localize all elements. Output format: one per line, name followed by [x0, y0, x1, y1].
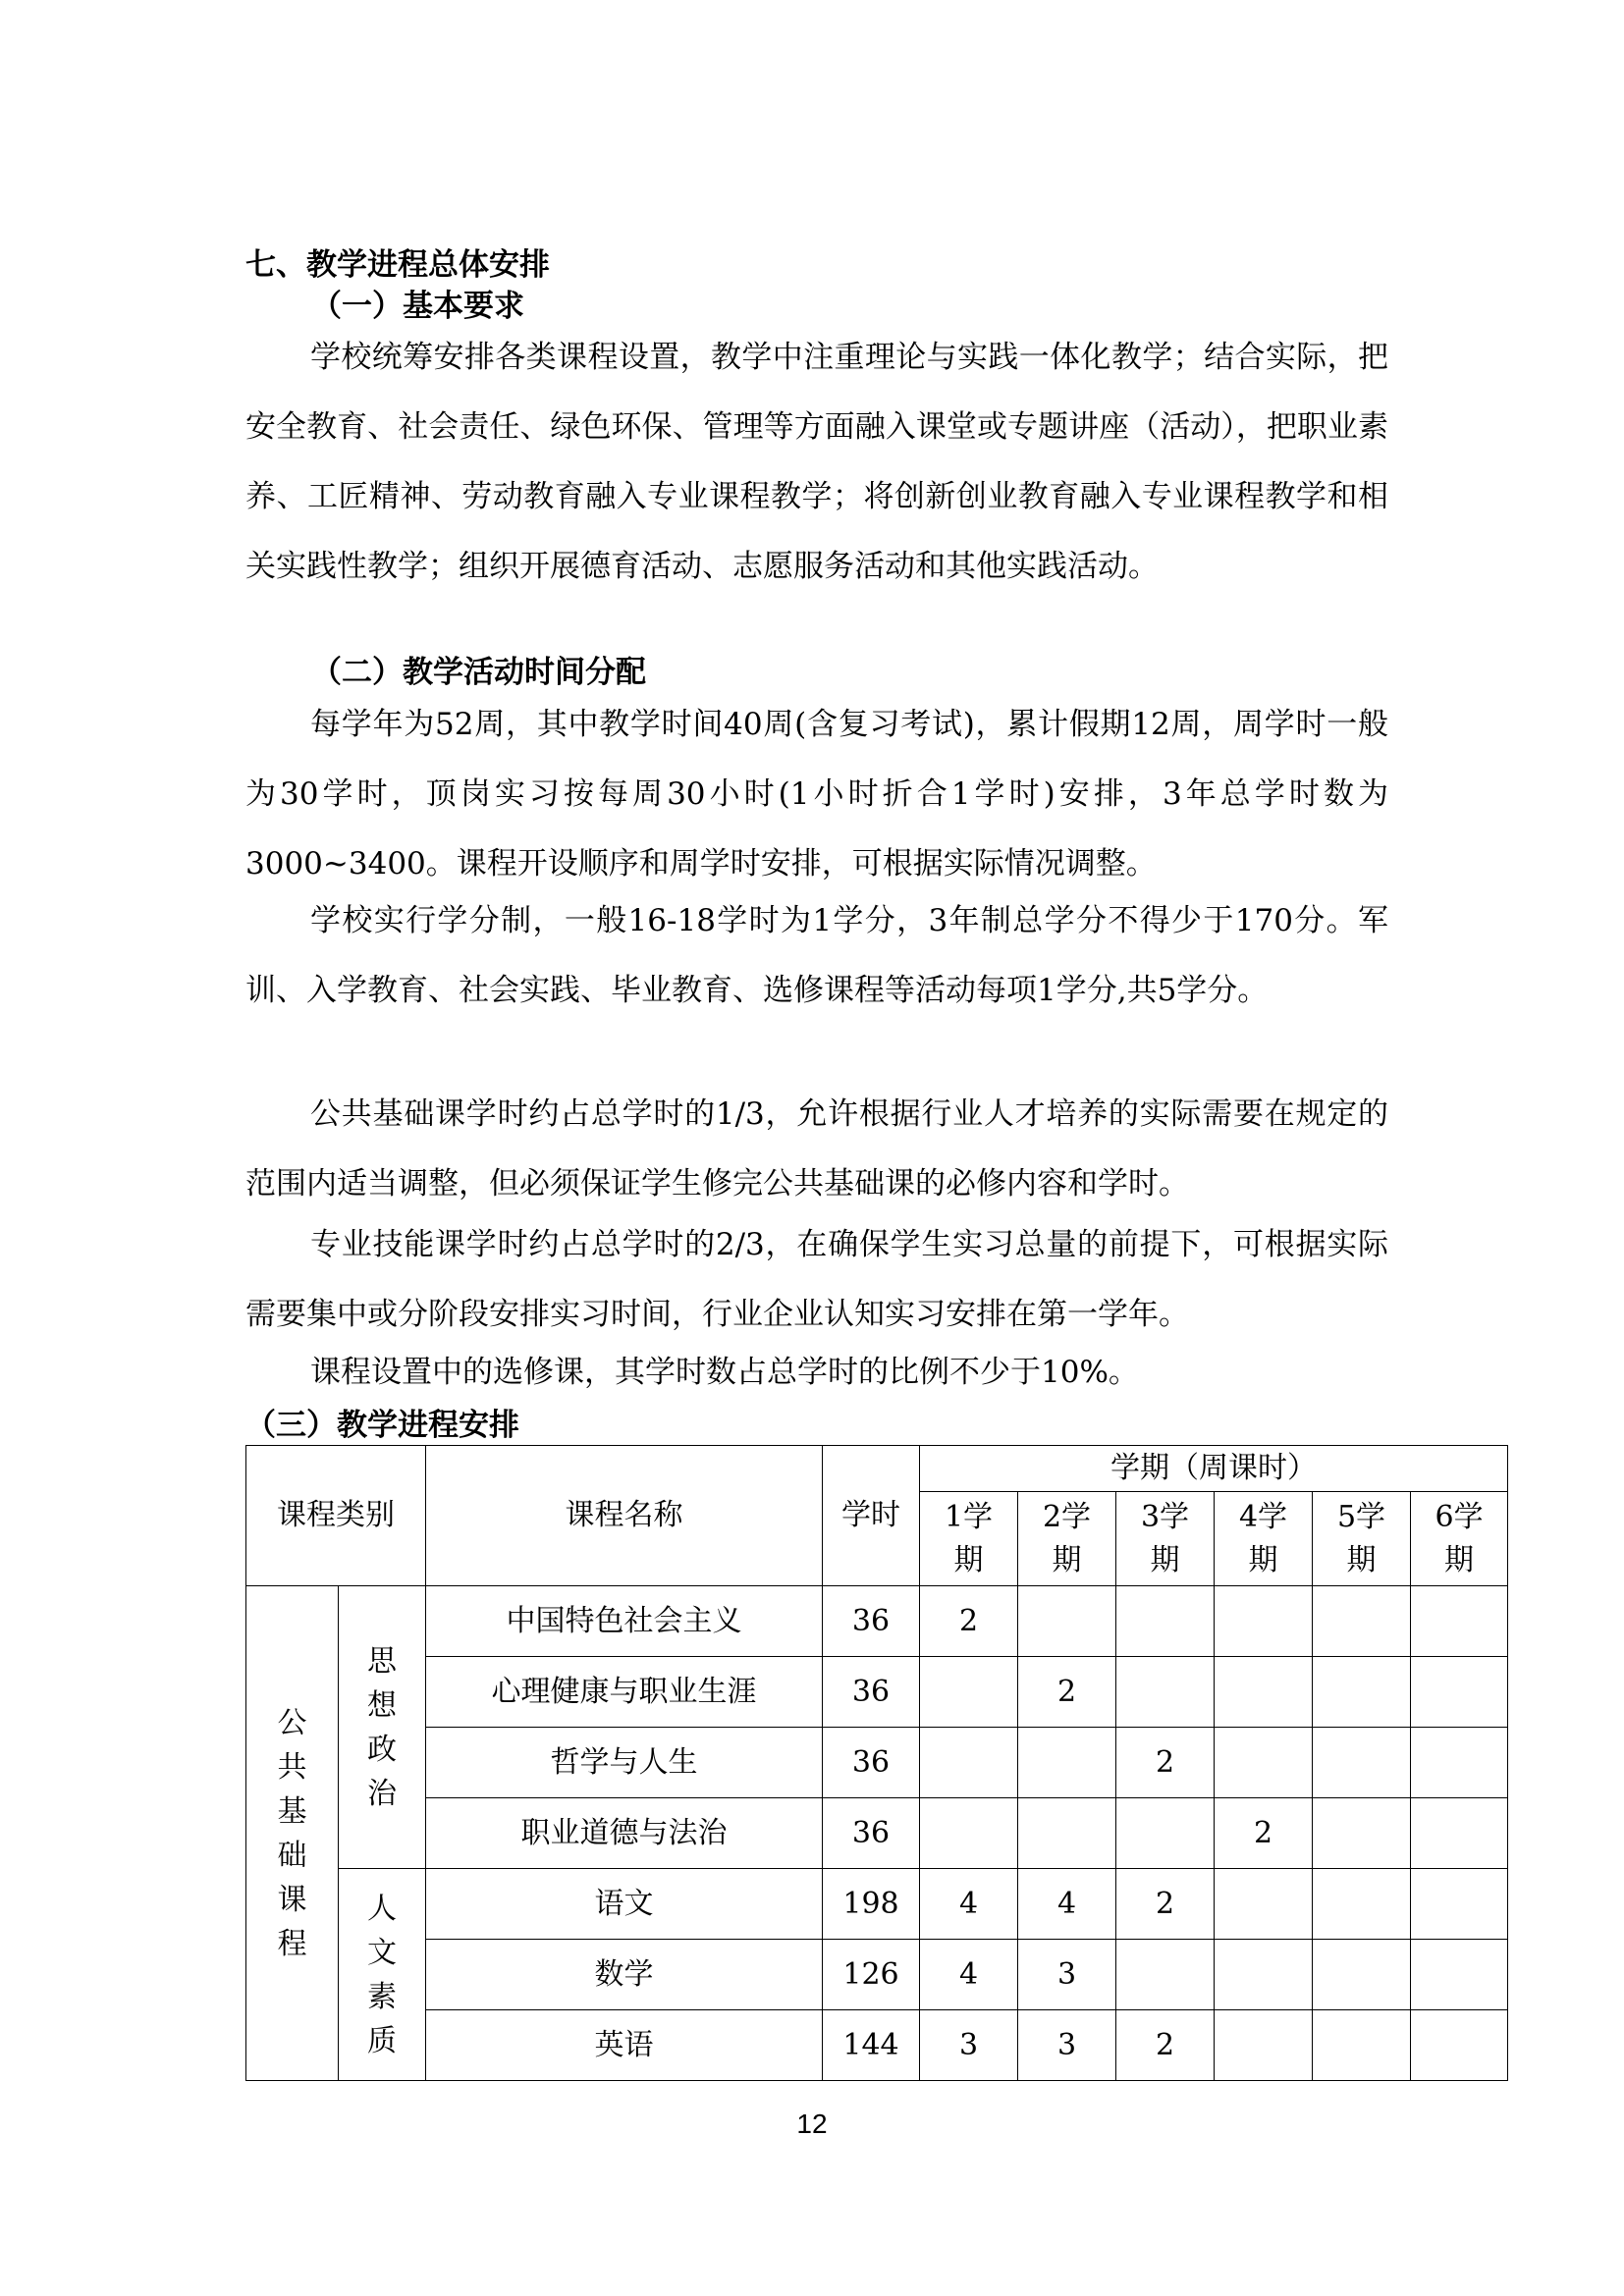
term-hours: 2: [920, 1586, 1018, 1657]
group-cell: 人文素质: [339, 1869, 426, 2081]
term-hours: [1116, 1940, 1215, 2010]
table-row: [246, 1940, 1508, 2010]
term-hours: [1313, 1798, 1411, 1869]
course-name: 数学: [426, 1940, 823, 2010]
term-hours: 4: [920, 1940, 1018, 2010]
term-hours: 2: [1215, 1798, 1313, 1869]
subsection-title-3: （三）教学进程安排: [245, 1408, 519, 1443]
term-hours: [1215, 1728, 1313, 1798]
table-row: [246, 1869, 1508, 1940]
term-hours: [1313, 1657, 1411, 1728]
paragraph: 专业技能课学时约占总学时的2/3，在确保学生实习总量的前提下，可根据实际需要集中或分阶段安排实习时间，行业企业认知实习安排在第一学年。: [245, 1227, 1388, 1332]
term-hours: 2: [1116, 1869, 1215, 1940]
subsection-title-2: （二）教学活动时间分配: [311, 655, 646, 690]
term-hours: [1313, 1869, 1411, 1940]
header-term: 6学期: [1411, 1492, 1508, 1586]
term-hours: [1215, 2010, 1313, 2081]
paragraph: 课程设置中的选修课，其学时数占总学时的比例不少于10%。: [310, 1355, 1139, 1390]
term-hours: [1411, 1869, 1508, 1940]
term-hours: [920, 1728, 1018, 1798]
header-category: 课程类别: [246, 1446, 426, 1586]
course-hours: 144: [823, 2010, 920, 2081]
header-course-name: 课程名称: [426, 1446, 823, 1586]
term-hours: [1116, 1798, 1215, 1869]
term-hours: [1313, 1940, 1411, 2010]
term-hours: [1411, 1940, 1508, 2010]
term-hours: [920, 1798, 1018, 1869]
subsection-title-1: （一）基本要求: [311, 289, 524, 324]
term-hours: [1411, 2010, 1508, 2081]
table-row: [246, 1586, 1508, 1657]
header-term: 5学期: [1313, 1492, 1411, 1586]
header-term: 2学期: [1018, 1492, 1116, 1586]
term-hours: [1313, 1728, 1411, 1798]
term-hours: [1313, 1586, 1411, 1657]
course-hours: 198: [823, 1869, 920, 1940]
page-number: 12: [796, 2109, 828, 2139]
course-hours: 36: [823, 1728, 920, 1798]
section-title: 七、教学进程总体安排: [245, 247, 550, 283]
term-hours: 3: [1018, 1940, 1116, 2010]
header-hours: 学时: [823, 1446, 920, 1586]
term-hours: [920, 1657, 1018, 1728]
term-hours: [1411, 1798, 1508, 1869]
term-hours: 2: [1116, 1728, 1215, 1798]
term-hours: [1411, 1728, 1508, 1798]
term-hours: [1313, 2010, 1411, 2081]
term-hours: [1116, 1586, 1215, 1657]
course-name: 语文: [426, 1869, 823, 1940]
term-hours: [1018, 1798, 1116, 1869]
course-hours: 36: [823, 1657, 920, 1728]
term-hours: 3: [1018, 2010, 1116, 2081]
term-hours: 4: [1018, 1869, 1116, 1940]
term-hours: 2: [1018, 1657, 1116, 1728]
term-hours: [1215, 1586, 1313, 1657]
term-hours: [1215, 1869, 1313, 1940]
term-hours: [1018, 1586, 1116, 1657]
paragraph: 每学年为52周，其中教学时间40周(含复习考试)，累计假期12周，周学时一般为30学时，顶岗实习按每周30小时(1小时折合1学时)安排，3年总学时数为3000~3400。课程开设顺序和周学时安排，可根据实际情况调整。: [245, 707, 1388, 881]
term-hours: [1411, 1657, 1508, 1728]
header-term: 1学期: [920, 1492, 1018, 1586]
paragraph: 公共基础课学时约占总学时的1/3，允许根据行业人才培养的实际需要在规定的范围内适当调整，但必须保证学生修完公共基础课的必修内容和学时。: [245, 1096, 1388, 1201]
course-hours: 36: [823, 1586, 920, 1657]
teaching-schedule-table: [245, 1445, 1508, 2081]
table-row: [246, 1728, 1508, 1798]
term-hours: [1215, 1657, 1313, 1728]
term-hours: [1411, 1586, 1508, 1657]
paragraph: 学校统筹安排各类课程设置，教学中注重理论与实践一体化教学；结合实际，把安全教育、社会责任、绿色环保、管理等方面融入课堂或专题讲座（活动），把职业素养、工匠精神、劳动教育融入专业课程教学；将创新创业教育融入专业课程教学和相关实践性教学；组织开展德育活动、志愿服务活动和其他实践活动。: [245, 340, 1388, 584]
table-row: [246, 1657, 1508, 1728]
course-name: 中国特色社会主义: [426, 1586, 823, 1657]
table-header-row: [246, 1446, 1508, 1492]
header-term: 3学期: [1116, 1492, 1215, 1586]
header-term: 4学期: [1215, 1492, 1313, 1586]
term-hours: [1018, 1728, 1116, 1798]
term-hours: 3: [920, 2010, 1018, 2081]
course-name: 英语: [426, 2010, 823, 2081]
term-hours: 2: [1116, 2010, 1215, 2081]
course-name: 职业道德与法治: [426, 1798, 823, 1869]
term-hours: [1116, 1657, 1215, 1728]
table-row: [246, 2010, 1508, 2081]
course-name: 哲学与人生: [426, 1728, 823, 1798]
term-hours: 4: [920, 1869, 1018, 1940]
group-cell: 思想政治: [339, 1586, 426, 1869]
course-hours: 126: [823, 1940, 920, 2010]
header-term-group: 学期（周课时）: [920, 1446, 1508, 1492]
course-hours: 36: [823, 1798, 920, 1869]
term-hours: [1215, 1940, 1313, 2010]
category-cell: 公共基础课程: [246, 1586, 339, 2081]
course-name: 心理健康与职业生涯: [426, 1657, 823, 1728]
table-row: [246, 1798, 1508, 1869]
paragraph: 学校实行学分制，一般16-18学时为1学分，3年制总学分不得少于170分。军训、入学教育、社会实践、毕业教育、选修课程等活动每项1学分,共5学分。: [245, 903, 1388, 1008]
